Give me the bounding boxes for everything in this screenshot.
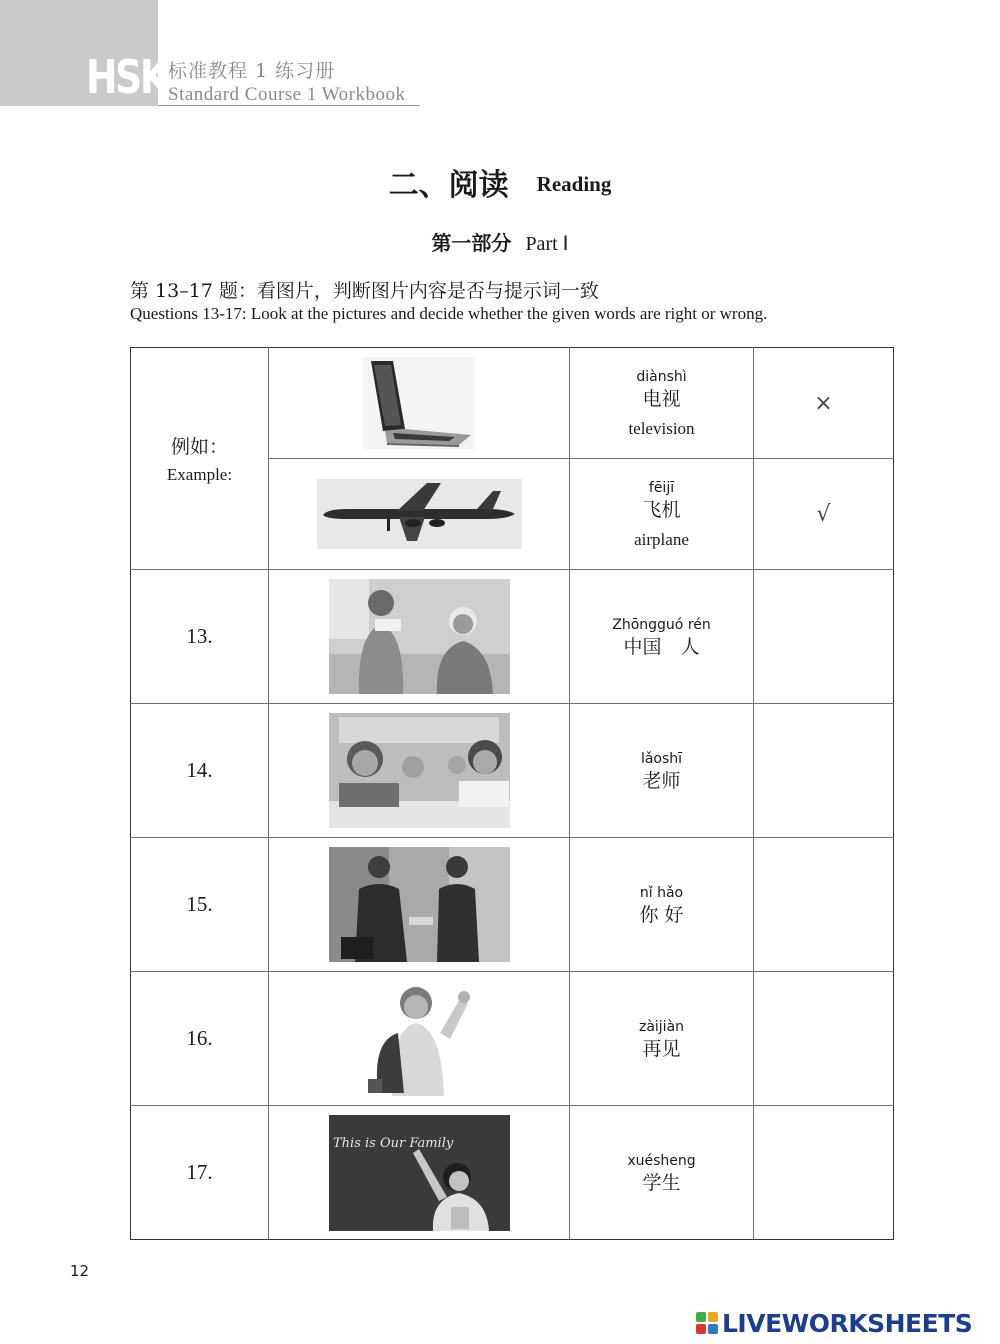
header-title-cn: 标准教程 1 练习册 xyxy=(168,60,336,82)
question-number-cell xyxy=(131,838,269,972)
liveworksheets-logo xyxy=(696,1308,972,1338)
question-row-16 xyxy=(131,972,894,1106)
question-number: 17. xyxy=(186,1160,213,1184)
laptop-photo xyxy=(363,357,475,449)
example-label-cell xyxy=(131,348,269,570)
part-title-en: Part Ⅰ xyxy=(525,233,569,255)
airplane-photo xyxy=(317,479,522,549)
boy-waving-photo xyxy=(364,981,474,1096)
question-pinyin: nǐ hǎo xyxy=(639,884,684,901)
question-hanzi: 再见 xyxy=(642,1037,681,1060)
question-row-13 xyxy=(131,570,894,704)
section-title-en: Reading xyxy=(536,172,612,196)
question-number-cell xyxy=(131,972,269,1106)
cross-mark-icon: × xyxy=(814,390,833,416)
instructions-cn: 第 13–17 题：看图片，判断图片内容是否与提示词一致 xyxy=(130,280,599,302)
section-title xyxy=(0,160,1000,204)
header-rule xyxy=(158,105,420,106)
check-mark-icon: √ xyxy=(816,501,831,527)
example-gloss-2: airplane xyxy=(634,530,689,549)
example-pinyin-2: fēijī xyxy=(648,480,675,496)
question-number: 14. xyxy=(186,758,213,782)
liveworksheets-wordmark: LIVEWORKSHEETS xyxy=(722,1308,973,1338)
question-row-14 xyxy=(131,704,894,838)
exercise-table xyxy=(130,347,894,1240)
question-row-15 xyxy=(131,838,894,972)
example-answer-cell-1 xyxy=(754,348,894,459)
question-word-cell xyxy=(570,704,754,838)
question-picture-cell xyxy=(269,838,570,972)
example-row-1 xyxy=(131,348,894,459)
question-hanzi: 中国 人 xyxy=(623,635,700,658)
question-pinyin: xuésheng xyxy=(627,1152,696,1169)
hsk-logo: HSK xyxy=(86,50,167,104)
blackboard-text: This is Our Family xyxy=(332,1135,453,1151)
question-pinyin: zàijiàn xyxy=(638,1018,685,1035)
question-number-cell xyxy=(131,1106,269,1240)
header-title-en: Standard Course 1 Workbook xyxy=(168,84,406,105)
question-picture-cell xyxy=(269,1106,570,1240)
question-number-cell xyxy=(131,570,269,704)
question-hanzi: 你 好 xyxy=(639,903,684,926)
question-number: 15. xyxy=(186,892,213,916)
question-picture-cell xyxy=(269,704,570,838)
two-women-talking-photo xyxy=(329,579,510,694)
question-hanzi: 老师 xyxy=(642,769,681,792)
question-row-17 xyxy=(131,1106,894,1240)
example-pinyin-1: diànshì xyxy=(636,369,687,385)
handshake-photo xyxy=(329,847,510,962)
question-picture-cell xyxy=(269,972,570,1106)
example-word-cell-1 xyxy=(570,348,754,459)
part-title xyxy=(0,227,1000,256)
answer-cell[interactable] xyxy=(754,972,894,1106)
question-word-cell xyxy=(570,1106,754,1240)
example-picture-cell-1 xyxy=(269,348,570,459)
example-hanzi-2: 飞机 xyxy=(642,499,681,521)
question-number: 13. xyxy=(186,624,213,648)
question-picture-cell xyxy=(269,570,570,704)
question-hanzi: 学生 xyxy=(642,1171,681,1194)
example-word-cell-2 xyxy=(570,459,754,570)
section-title-cn: 二、阅读 xyxy=(388,168,509,203)
part-title-cn: 第一部分 xyxy=(431,231,512,255)
example-gloss-1: television xyxy=(628,419,695,438)
question-pinyin: lǎoshī xyxy=(640,750,683,767)
answer-cell[interactable] xyxy=(754,1106,894,1240)
question-pinyin: Zhōngguó rén xyxy=(612,616,711,633)
question-number-cell xyxy=(131,704,269,838)
question-word-cell xyxy=(570,570,754,704)
blackboard-girl-photo xyxy=(329,1115,510,1231)
answer-cell[interactable] xyxy=(754,838,894,972)
question-word-cell xyxy=(570,838,754,972)
example-label-en: Example: xyxy=(166,465,233,484)
question-number: 16. xyxy=(186,1026,213,1050)
liveworksheets-mark-icon xyxy=(696,1312,718,1334)
page-number: 12 xyxy=(70,1262,90,1280)
answer-cell[interactable] xyxy=(754,570,894,704)
example-label-cn: 例如： xyxy=(170,436,228,458)
example-picture-cell-2 xyxy=(269,459,570,570)
question-word-cell xyxy=(570,972,754,1106)
instructions-en: Questions 13-17: Look at the pictures and decide whether the given words are right or wrong. xyxy=(130,304,768,323)
classroom-children-photo xyxy=(329,713,510,828)
example-hanzi-1: 电视 xyxy=(642,388,681,410)
answer-cell[interactable] xyxy=(754,704,894,838)
example-answer-cell-2 xyxy=(754,459,894,570)
